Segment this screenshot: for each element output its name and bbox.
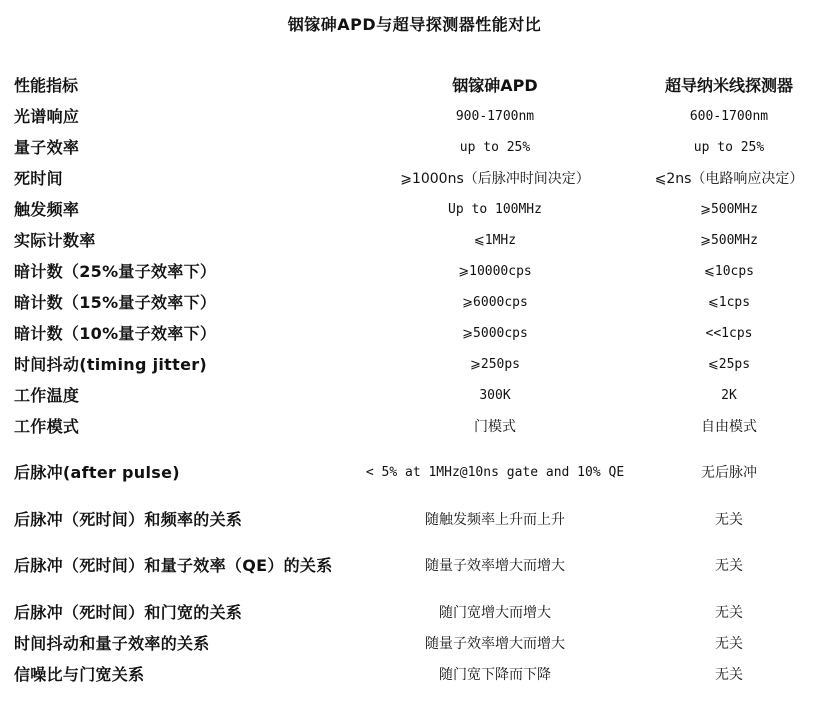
snspd-value: up to 25% [693, 139, 765, 155]
snspd-value: ⩽10cps [703, 263, 755, 279]
table-row [14, 659, 824, 690]
table-row [14, 132, 824, 163]
table-row [14, 163, 824, 194]
apd-value: ⩾250ps [469, 356, 521, 372]
row-label: 工作模式 [14, 416, 80, 436]
snspd-value: 600-1700nm [689, 108, 769, 124]
apd-value: 随量子效率增大而增大 [425, 558, 565, 574]
header-snspd: 超导纳米线探测器 [664, 75, 793, 95]
table-row [14, 380, 824, 411]
apd-value: 随门宽增大而增大 [439, 604, 551, 621]
table-row [14, 101, 824, 132]
row-label: 工作温度 [14, 385, 80, 405]
table-row [14, 442, 824, 504]
table-row [14, 628, 824, 659]
snspd-value: 无关 [715, 666, 743, 683]
snspd-value: ⩽25ps [707, 356, 751, 372]
snspd-value: 无关 [715, 511, 743, 528]
table-header-row [14, 70, 824, 101]
header-metric: 性能指标 [14, 75, 79, 95]
page-title: 铟镓砷APD与超导探测器性能对比 [287, 15, 542, 34]
row-label: 后脉冲（死时间）和频率的关系 [14, 509, 243, 529]
apd-value: 900-1700nm [455, 108, 535, 124]
apd-value: < 5% at 1MHz@10ns gate and 10% QE [365, 465, 625, 480]
row-label: 实际计数率 [14, 230, 96, 250]
snspd-value: 无关 [715, 635, 743, 652]
apd-value: 300K [479, 387, 511, 403]
row-label: 时间抖动和量子效率的关系 [14, 633, 210, 653]
apd-value: 门模式 [474, 418, 516, 435]
snspd-value: ⩽1cps [707, 294, 751, 310]
table-row [14, 287, 824, 318]
table-row [14, 318, 824, 349]
apd-value: ⩾1000ns（后脉冲时间决定） [400, 170, 590, 187]
row-label: 信噪比与门宽关系 [14, 664, 145, 684]
row-label: 触发频率 [14, 199, 80, 219]
table-row [14, 535, 824, 597]
row-label: 暗计数（15%量子效率下） [14, 292, 217, 312]
apd-value: ⩽1MHz [473, 232, 517, 248]
snspd-value: 2K [721, 387, 737, 403]
table-row [14, 225, 824, 256]
snspd-value: 无关 [715, 558, 743, 574]
row-label: 暗计数（25%量子效率下） [14, 261, 217, 281]
apd-value: ⩾6000cps [462, 294, 528, 310]
row-label: 后脉冲（死时间）和门宽的关系 [14, 602, 243, 622]
table-row [14, 411, 824, 442]
apd-value: ⩾10000cps [458, 263, 532, 279]
table-row [14, 597, 824, 628]
apd-value: up to 25% [459, 139, 531, 155]
snspd-value: <<1cps [705, 325, 753, 341]
row-label: 死时间 [14, 168, 63, 188]
table-row [14, 194, 824, 225]
row-label: 后脉冲（死时间）和量子效率（QE）的关系 [14, 556, 333, 575]
apd-value: 随门宽下降而下降 [439, 666, 551, 683]
row-label: 量子效率 [14, 137, 80, 157]
snspd-value: ⩽2ns（电路响应决定） [654, 170, 804, 187]
snspd-value: ⩾500MHz [700, 232, 758, 248]
snspd-value: ⩾500MHz [700, 201, 758, 217]
row-label: 时间抖动(timing jitter) [14, 354, 208, 374]
snspd-value: 无后脉冲 [701, 465, 757, 481]
table-row [14, 349, 824, 380]
row-label: 暗计数（10%量子效率下） [14, 323, 217, 343]
header-ingaas-apd: 铟镓砷APD [452, 75, 538, 95]
row-label: 后脉冲(after pulse) [14, 463, 180, 482]
snspd-value: 无关 [715, 604, 743, 621]
comparison-table [14, 70, 824, 690]
apd-value: 随触发频率上升而上升 [425, 511, 565, 528]
snspd-value: 自由模式 [701, 418, 757, 435]
row-label: 光谱响应 [14, 106, 80, 126]
table-row [14, 504, 824, 535]
apd-value: ⩾5000cps [462, 325, 528, 341]
apd-value: Up to 100MHz [448, 201, 542, 217]
table-row [14, 256, 824, 287]
apd-value: 随量子效率增大而增大 [425, 635, 565, 652]
